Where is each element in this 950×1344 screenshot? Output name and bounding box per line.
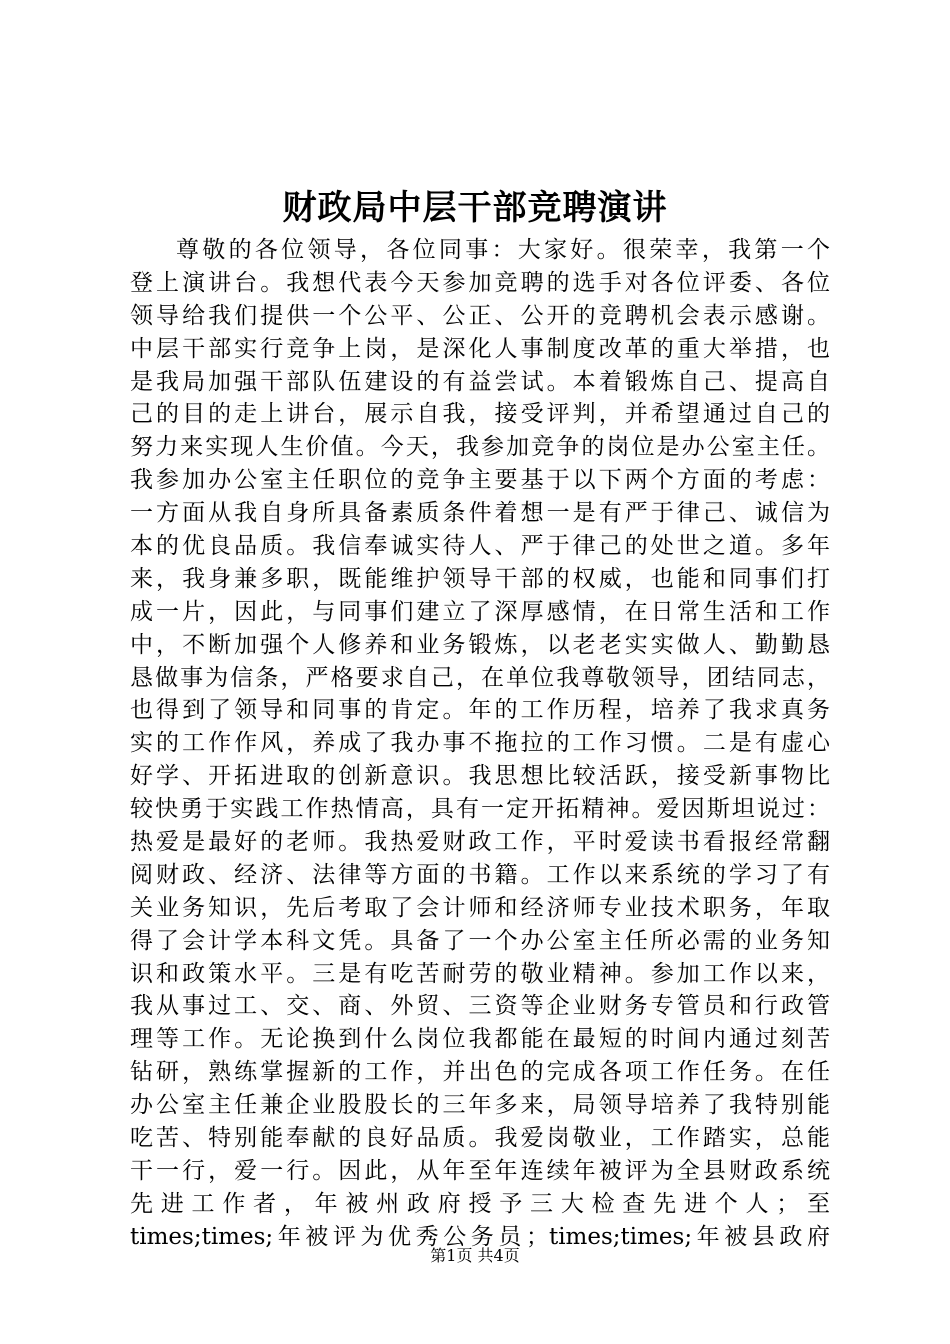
body-line: 干一行，爱一行。因此，从年至年连续年被评为全县财政系统 [130,1157,830,1184]
body-line: 理等工作。无论换到什么岗位我都能在最短的时间内通过刻苦 [130,1026,830,1053]
body-line: 己的目的走上讲台，展示自我，接受评判，并希望通过自己的 [130,401,830,428]
body-line: 识和政策水平。三是有吃苦耐劳的敬业精神。参加工作以来， [130,960,830,987]
page-number-footer: 第1页 共4页 [430,1246,520,1265]
body-line: 先进工作者，年被州政府授予三大检查先进个人；至 [130,1190,830,1217]
body-line: 吃苦、特别能奉献的良好品质。我爱岗敬业，工作踏实，总能 [130,1125,830,1152]
body-line: 钻研，熟练掌握新的工作，并出色的完成各项工作任务。在任 [130,1059,830,1086]
body-line: 阅财政、经济、法律等方面的书籍。工作以来系统的学习了有 [130,861,830,888]
body-line: 是我局加强干部队伍建设的有益尝试。本着锻炼自己、提高自 [130,368,830,395]
body-line: 热爱是最好的老师。我热爱财政工作，平时爱读书看报经常翻 [130,829,830,856]
body-line: 一方面从我自身所具备素质条件着想一是有严于律己、诚信为 [130,500,830,527]
body-line: 努力来实现人生价值。今天，我参加竞争的岗位是办公室主任。 [130,434,830,461]
body-line: 关业务知识，先后考取了会计师和经济师专业技术职务，年取 [130,894,830,921]
body-line: 实的工作作风，养成了我办事不拖拉的工作习惯。二是有虚心 [130,730,830,757]
body-line: 我从事过工、交、商、外贸、三资等企业财务专管员和行政管 [130,993,830,1020]
body-line: 恳做事为信条，严格要求自己，在单位我尊敬领导，团结同志， [130,664,830,691]
body-line: 我参加办公室主任职位的竞争主要基于以下两个方面的考虑： [130,467,830,494]
body-line: 得了会计学本科文凭。具备了一个办公室主任所必需的业务知 [130,927,830,954]
body-line: 好学、开拓进取的创新意识。我思想比较活跃，接受新事物比 [130,763,830,790]
document-body [130,234,830,1254]
body-line: 尊敬的各位领导，各位同事：大家好。很荣幸，我第一个 [176,237,830,263]
body-line: 中，不断加强个人修养和业务锻炼，以老老实实做人、勤勤恳 [130,631,830,658]
body-line: 来，我身兼多职，既能维护领导干部的权威，也能和同事们打 [130,565,830,592]
body-line: 较快勇于实践工作热情高，具有一定开拓精神。爱因斯坦说过： [130,796,830,823]
body-line: 也得到了领导和同事的肯定。年的工作历程，培养了我求真务 [130,697,830,724]
body-line: 领导给我们提供一个公平、公正、公开的竞聘机会表示感谢。 [130,302,830,329]
document-title: 财政局中层干部竞聘演讲 [282,188,668,228]
body-line: 本的优良品质。我信奉诚实待人、严于律己的处世之道。多年 [130,533,830,560]
body-line: times;times;年被评为优秀公务员；times;times;年被县政府 [130,1223,830,1250]
body-line: 办公室主任兼企业股股长的三年多来，局领导培养了我特别能 [130,1092,830,1119]
body-line: 登上演讲台。我想代表今天参加竞聘的选手对各位评委、各位 [130,269,830,296]
body-line: 中层干部实行竞争上岗，是深化人事制度改革的重大举措，也 [130,335,830,362]
body-line: 成一片，因此，与同事们建立了深厚感情，在日常生活和工作 [130,598,830,625]
